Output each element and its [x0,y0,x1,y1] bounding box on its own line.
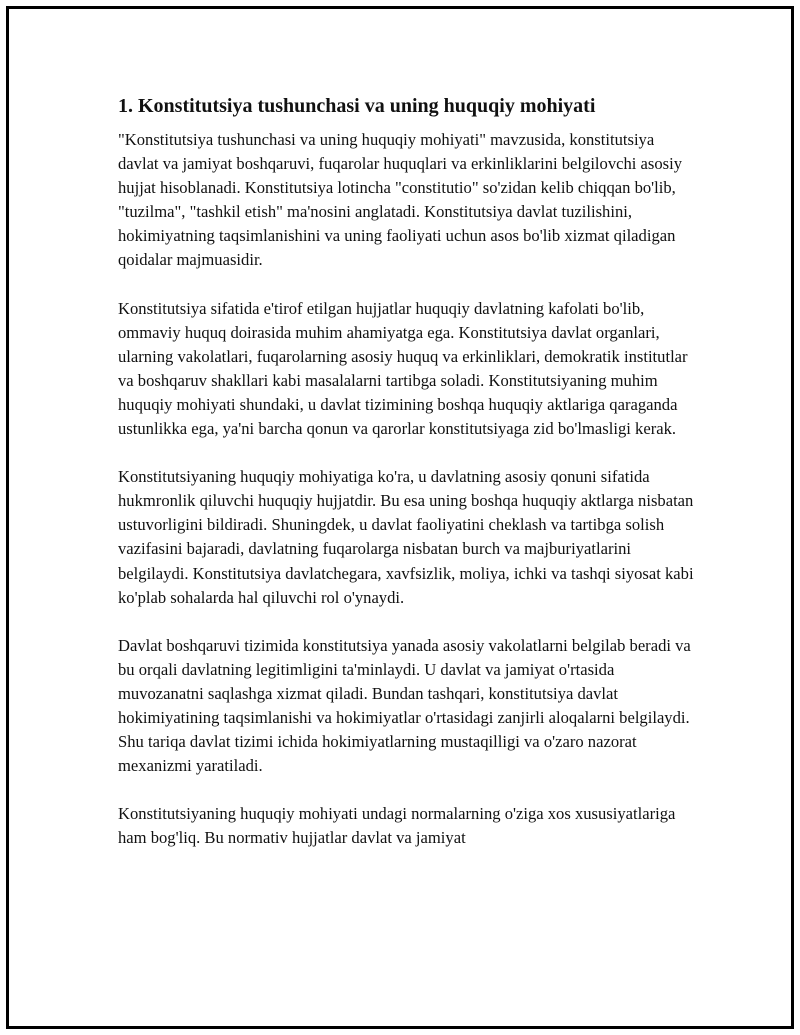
paragraph-4: Davlat boshqaruvi tizimida konstitutsiya yanada asosiy vakolatlarni belgilab beradi va bu orqali davlatning legitimligini ta'minlaydi. U davlat va jamiyat o'rtasida muvozanatni saqlashga xizmat qiladi. Bundan tashqari, konstitutsiya davlat hokimiyatining taqsimlanishi va hokimiyatlar o'rtasidagi zanjirli aloqalarni belgilaydi. Shu tariqa davlat tizimi ichida hokimiyatlarning mustaqilligi va o'zaro nazorat mexanizmi yaratiladi. [118,635,691,776]
section-heading: 1. Konstitutsiya tushunchasi va uning huquqiy mohiyati [118,95,596,117]
paragraph-2: Konstitutsiya sifatida e'tirof etilgan hujjatlar huquqiy davlatning kafolati bo'lib, ommaviy huquq doirasida muhim ahamiyatga ega. Konstitutsiya davlat organlari, ularning vakolatlari, fuqarolarning asosiy huquq va erkinliklari, demokratik institutlar va boshqaruv shakllari kabi masalalarni tartibga soladi. Konstitutsiyaning muhim huquqiy mohiyati shundaki, u davlat tizimining boshqa huquqiy aktlariga qaraganda ustunlikka ega, ya'ni barcha qonun va qarorlar konstitutsiyaga zid bo'lmasligi kerak. [118,298,688,439]
document-body [118,92,698,874]
paragraph-5: Konstitutsiyaning huquqiy mohiyati undagi normalarning o'ziga xos xususiyatlariga ham bog'liq. Bu normativ hujjatlar davlat va jamiyat [118,804,676,848]
paragraph-3: Konstitutsiyaning huquqiy mohiyatiga ko'ra, u davlatning asosiy qonuni sifatida hukmronlik qiluvchi huquqiy hujjatdir. Bu esa uning boshqa huquqiy aktlarga nisbatan ustuvorligini bildiradi. Shuningdek, u davlat faoliyatini cheklash va tartibga solish vazifasini bajaradi, davlatning fuqarolarga nisbatan burch va majburiyatlarini belgilaydi. Konstitutsiya davlatchegara, xavfsizlik, moliya, ichki va tashqi siyosat kabi ko'plab sohalarda hal qiluvchi rol o'ynaydi. [118,467,694,607]
paragraph-1: "Konstitutsiya tushunchasi va uning huquqiy mohiyati" mavzusida, konstitutsiya davlat va jamiyat boshqaruvi, fuqarolar huquqlari va erkinliklarini belgilovchi asosiy hujjat hisoblanadi. Konstitutsiya lotincha "constitutio" so'zidan kelib chiqqan bo'lib, "tuzilma", "tashkil etish" ma'nosini anglatadi. Konstitutsiya davlat tuzilishini, hokimiyatning taqsimlanishini va uning faoliyati uchun asos bo'lib xizmat qiladigan qoidalar majmuasidir. [118,130,683,270]
